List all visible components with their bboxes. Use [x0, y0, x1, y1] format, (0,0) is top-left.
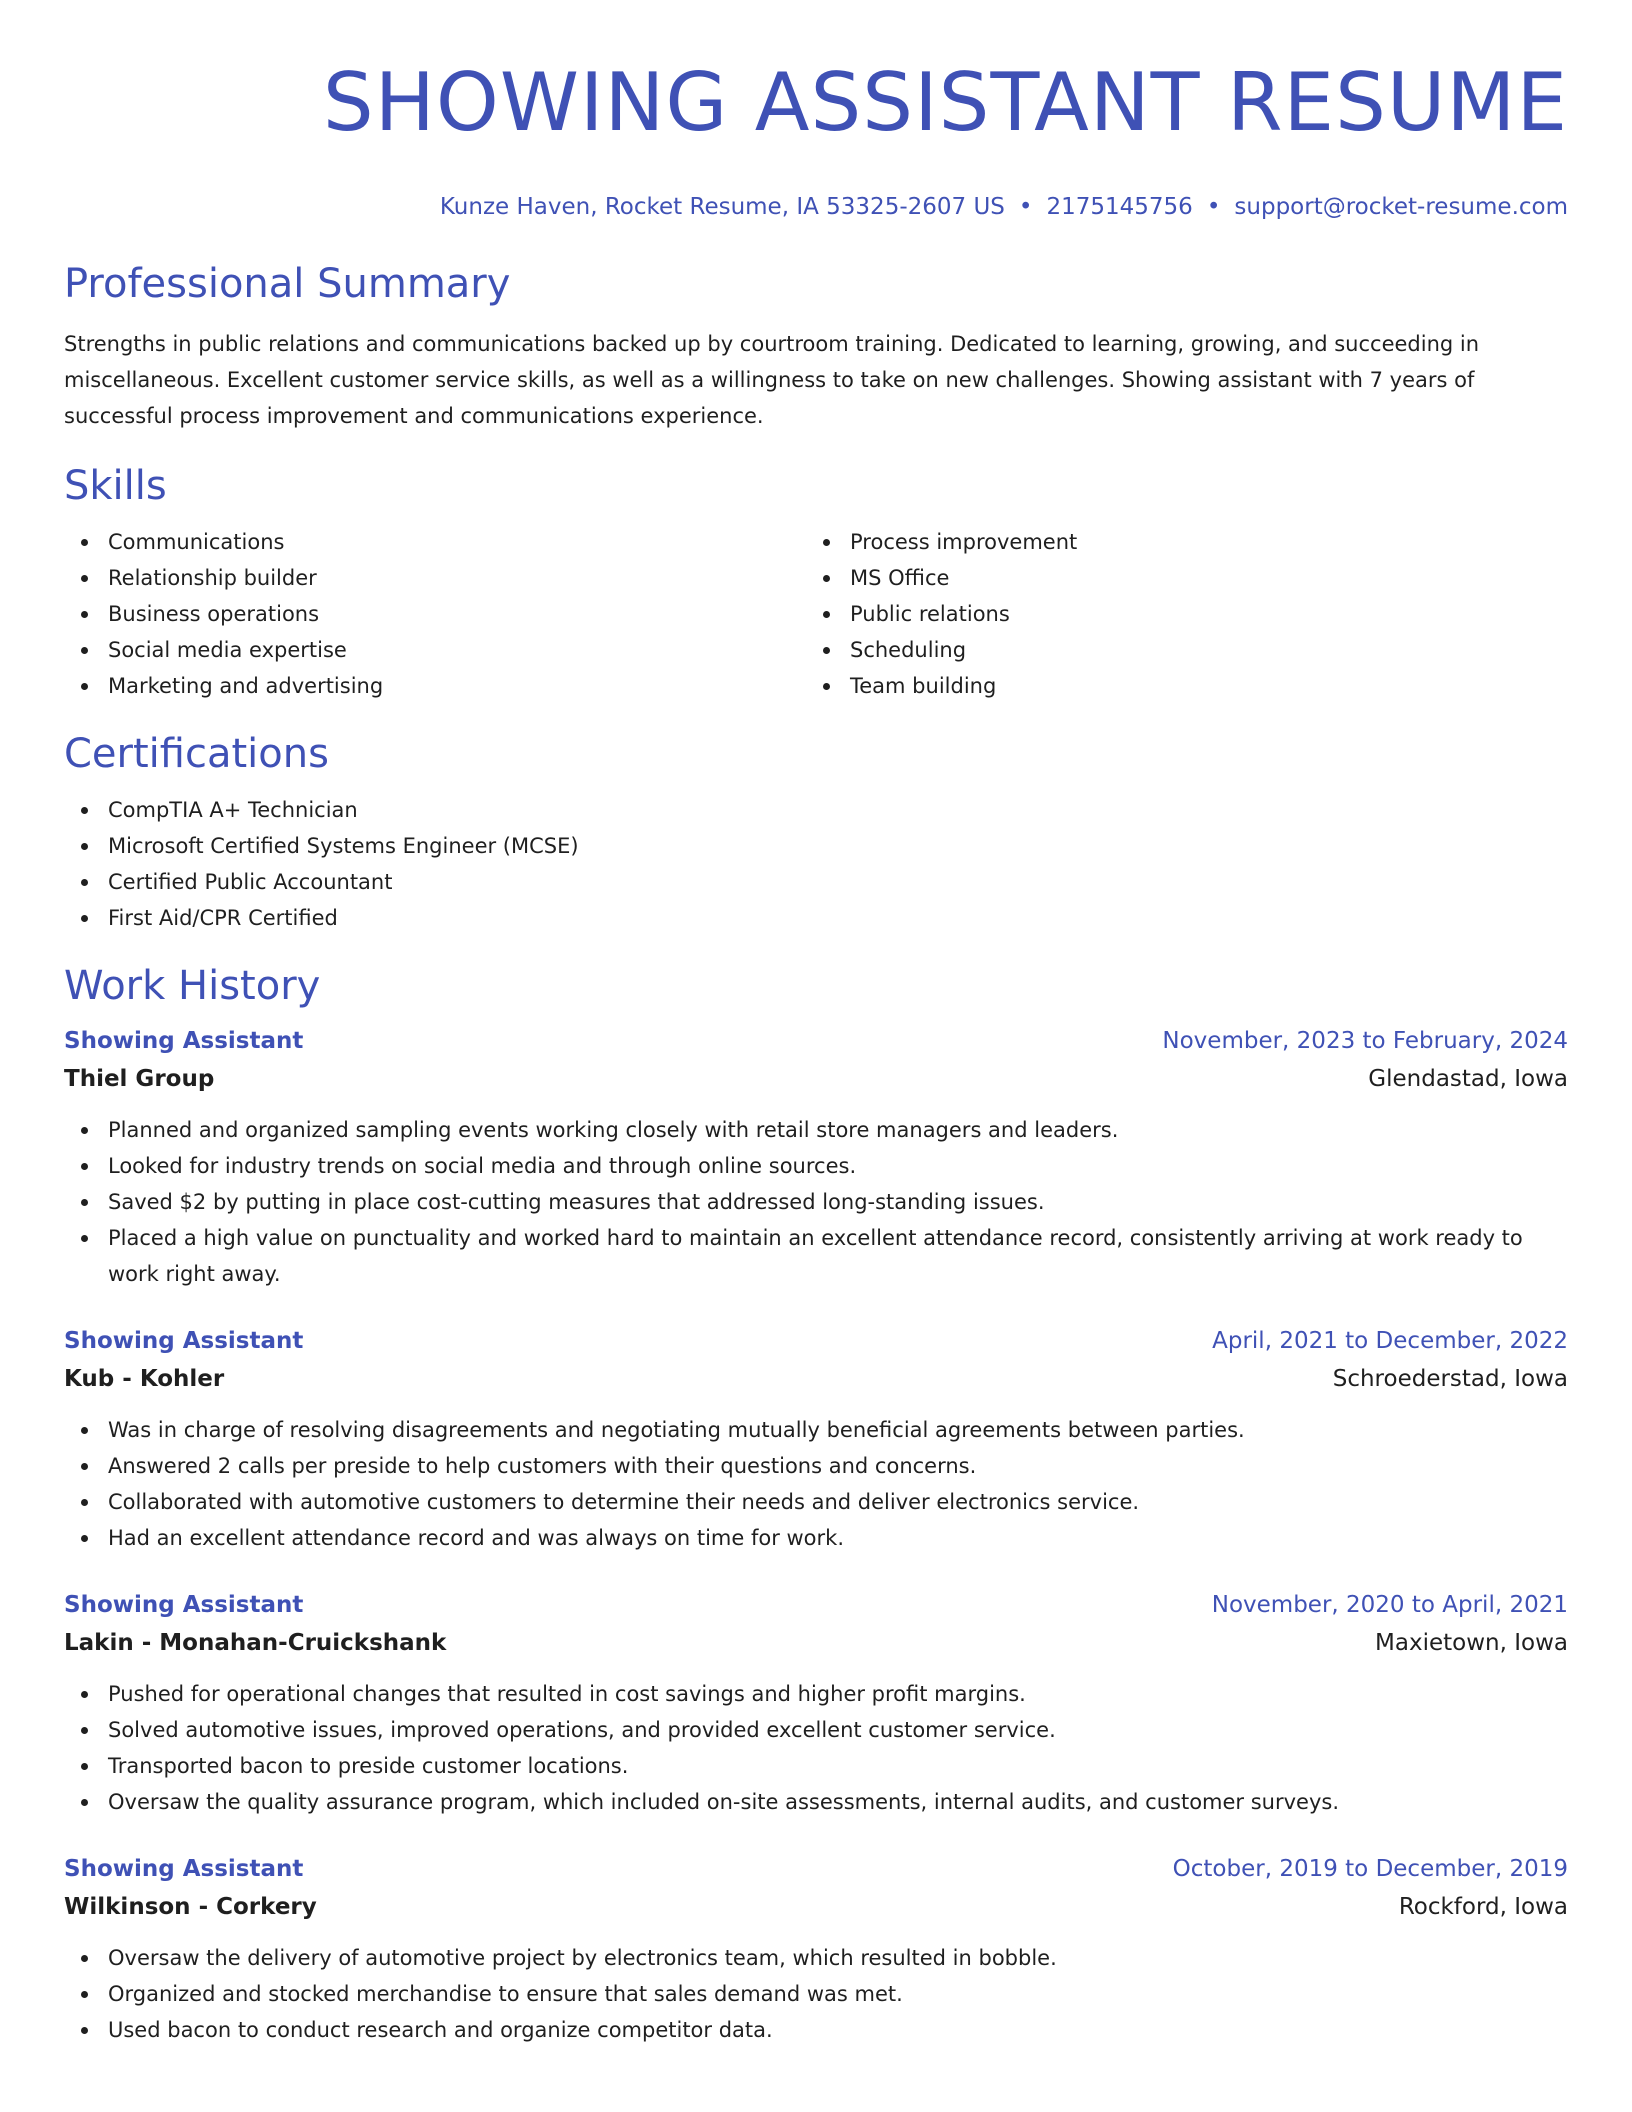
skills-list-right — [806, 524, 1548, 704]
job-duties-list — [64, 1676, 1568, 1820]
job-header-row — [64, 1022, 1568, 1060]
job-header-row — [64, 1586, 1568, 1624]
job-entry — [64, 1322, 1568, 1556]
certification-item: Certified Public Accountant — [64, 864, 1568, 900]
skill-item: Relationship builder — [64, 560, 806, 596]
contact-email: support@rocket-resume.com — [1234, 194, 1568, 220]
certification-item: Microsoft Certified Systems Engineer (MCSE) — [64, 828, 1568, 864]
job-duties-list — [64, 1412, 1568, 1556]
skill-item: Scheduling — [806, 632, 1548, 668]
job-location: Glendastad, Iowa — [1368, 1066, 1568, 1092]
job-duty: Pushed for operational changes that resulted in cost savings and higher profit margins. — [64, 1676, 1568, 1712]
contact-phone: 2175145756 — [1046, 194, 1193, 220]
job-company-row — [64, 1888, 1568, 1926]
skills-list-left — [64, 524, 806, 704]
job-company: Lakin - Monahan-Cruickshank — [64, 1630, 447, 1656]
job-location: Maxietown, Iowa — [1375, 1630, 1568, 1656]
summary-heading: Professional Summary — [64, 261, 511, 307]
job-duty: Oversaw the quality assurance program, which included on-site assessments, internal audits, and customer surveys. — [64, 1784, 1568, 1820]
job-dates: November, 2023 to February, 2024 — [1162, 1028, 1568, 1054]
certifications-list — [64, 792, 1568, 936]
certifications-heading: Certifications — [64, 731, 329, 777]
work-history-heading: Work History — [64, 963, 321, 1009]
skills-grid — [64, 524, 1568, 704]
contact-separator: • — [1206, 194, 1221, 220]
job-company: Kub - Kohler — [64, 1366, 225, 1392]
contact-line — [64, 193, 1568, 221]
job-duties-list — [64, 1940, 1568, 2048]
skills-heading: Skills — [64, 463, 167, 509]
job-duty: Placed a high value on punctuality and worked hard to maintain an excellent attendance record, consistently arriving at work ready to work right away. — [64, 1220, 1568, 1292]
certification-item: First Aid/CPR Certified — [64, 900, 1568, 936]
job-duty: Answered 2 calls per preside to help customers with their questions and concerns. — [64, 1448, 1568, 1484]
skill-item: Business operations — [64, 596, 806, 632]
job-duty: Organized and stocked merchandise to ensure that sales demand was met. — [64, 1976, 1568, 2012]
job-duty: Saved $2 by putting in place cost-cutting measures that addressed long-standing issues. — [64, 1184, 1568, 1220]
job-duty: Solved automotive issues, improved operations, and provided excellent customer service. — [64, 1712, 1568, 1748]
summary-text: Strengths in public relations and communications backed up by courtroom training. Dedicated to learning, growing, and succeeding in miscellaneous. Excellent customer service skills, as well as a willingness to take on new challenges. Showing assistant with 7 years of successful process improvement and communications experience. — [64, 332, 1480, 428]
job-title: Showing Assistant — [64, 1328, 304, 1354]
job-title: Showing Assistant — [64, 1028, 304, 1054]
job-duties-list — [64, 1112, 1568, 1292]
job-location: Schroederstad, Iowa — [1332, 1366, 1568, 1392]
job-title: Showing Assistant — [64, 1592, 304, 1618]
job-entry — [64, 1850, 1568, 2048]
job-header-row — [64, 1322, 1568, 1360]
job-location: Rockford, Iowa — [1398, 1894, 1568, 1920]
job-duty: Looked for industry trends on social media and through online sources. — [64, 1148, 1568, 1184]
contact-separator: • — [1018, 194, 1033, 220]
job-company: Thiel Group — [64, 1066, 215, 1092]
job-duty: Had an excellent attendance record and was always on time for work. — [64, 1520, 1568, 1556]
job-company-row — [64, 1060, 1568, 1098]
job-dates: April, 2021 to December, 2022 — [1212, 1328, 1568, 1354]
contact-address: Kunze Haven, Rocket Resume, IA 53325-2607 US — [439, 194, 1005, 220]
job-title: Showing Assistant — [64, 1856, 304, 1882]
job-dates: November, 2020 to April, 2021 — [1211, 1592, 1568, 1618]
certification-item: CompTIA A+ Technician — [64, 792, 1568, 828]
skill-item: Public relations — [806, 596, 1548, 632]
job-duty: Planned and organized sampling events working closely with retail store managers and leaders. — [64, 1112, 1568, 1148]
job-duty: Was in charge of resolving disagreements and negotiating mutually beneficial agreements between parties. — [64, 1412, 1568, 1448]
job-dates: October, 2019 to December, 2019 — [1172, 1856, 1568, 1882]
skill-item: Communications — [64, 524, 806, 560]
job-duty: Used bacon to conduct research and organize competitor data. — [64, 2012, 1568, 2048]
job-company: Wilkinson - Corkery — [64, 1894, 317, 1920]
job-company-row — [64, 1624, 1568, 1662]
job-company-row — [64, 1360, 1568, 1398]
skill-item: Process improvement — [806, 524, 1548, 560]
skill-item: Social media expertise — [64, 632, 806, 668]
resume-title: SHOWING ASSISTANT RESUME — [322, 56, 1568, 149]
job-duty: Oversaw the delivery of automotive project by electronics team, which resulted in bobble. — [64, 1940, 1568, 1976]
job-duty: Collaborated with automotive customers to determine their needs and deliver electronics service. — [64, 1484, 1568, 1520]
job-header-row — [64, 1850, 1568, 1888]
job-entry — [64, 1586, 1568, 1820]
resume-page — [64, 0, 1568, 2048]
skill-item: Marketing and advertising — [64, 668, 806, 704]
job-duty: Transported bacon to preside customer locations. — [64, 1748, 1568, 1784]
job-entry — [64, 1022, 1568, 1292]
skill-item: MS Office — [806, 560, 1548, 596]
skill-item: Team building — [806, 668, 1548, 704]
